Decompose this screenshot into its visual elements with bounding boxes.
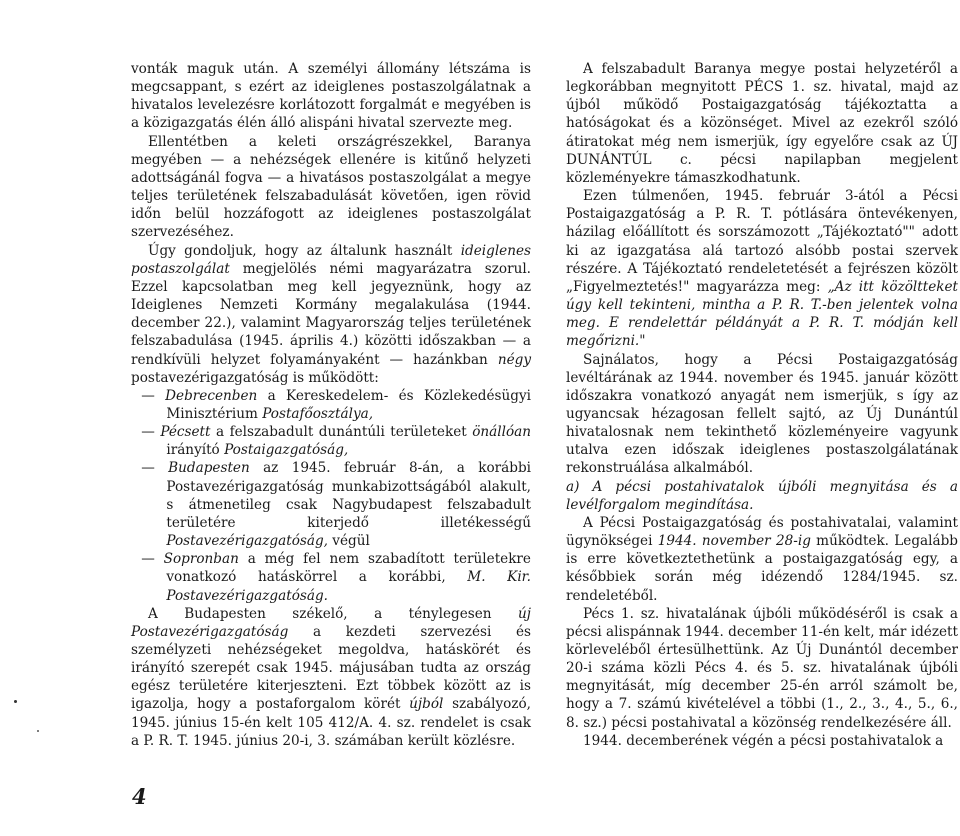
list-item: — Sopronban a még fel nem szabadított területekre vonatkozó hatáskörrel a korábbi, M. Kir. Postavezérigazgatóság. bbox=[141, 551, 532, 604]
scan-speck bbox=[37, 730, 39, 732]
list-item: — Budapesten az 1945. február 8-án, a korábbi Postavezérigazgatóság munkabizottságából alakult, s átmenetileg csak Nagybudapest felszabadult területére kiterjedő illetékességű Postavezérigazgatóság, végül bbox=[141, 460, 532, 550]
paragraph: Sajnálatos, hogy a Pécsi Postaigazgatóság levéltárának az 1944. november és 1945. január között időszakra vonatkozó anyagát nem ismerjük, s így az ugyancsak hézagosan fellelt sajtó, az Új Dunántúl hivatalosnak nem tekinthető közleményeire vagyunk utalva ezen időszak ideiglenes postaszolgálatának rekonstruálása alkalmából. bbox=[566, 351, 958, 477]
paragraph: A Pécsi Postaigazgatóság és postahivatalai, valamint ügynökségei 1944. november 28-ig működtek. Legalább is erre következtethetünk a postaigazgatóság egy, a későbbiek során még idézendő 1284/1945. sz. rendeletéből. bbox=[566, 514, 959, 604]
paragraph: Ellentétben a keleti országrészekkel, Baranya megyében — a nehézségek ellenére is kitűnő helyzeti adottságánál fogva — a hivatásos postaszolgálat a megye teljes területének felszabadulását követően, igen rövid időn belül hozzáfogott az ideiglenes postaszolgálat szervezéséhez. bbox=[131, 133, 531, 241]
left-column bbox=[131, 60, 531, 750]
paragraph: 1944. decemberének végén a pécsi postahivatalok a bbox=[583, 732, 944, 749]
paragraph: Pécs 1. sz. hivatalának újbóli működéséről is csak a pécsi alispánnak 1944. december 11-én kelt, már idézett körleveléből értesülhettünk. Az Új Dunántól december 20-i száma közli Pécs 4. és 5. sz. hivatalának újbóli megnyitását, míg december 25-én arról számolt be, hogy a 7. számú kivételével a többi (1., 2., 3., 4., 5., 6., 8. sz.) pécsi postahivatal a közönség rendelkezésére áll. bbox=[566, 605, 958, 731]
paragraph: vonták maguk után. A személyi állomány létszáma is megcsappant, s ezért az ideiglenes postaszolgálatnak a hivatalos levelezésre korlátozott forgalmát e megyében is a közigazgatás élén álló alispáni hivatal szervezte meg. bbox=[131, 61, 531, 132]
right-column bbox=[566, 60, 958, 750]
list-item: — Pécsett a felszabadult dunántúli területeket önállóan irányító Postaigazgatóság, bbox=[141, 424, 532, 459]
paragraph: Úgy gondoljuk, hogy az általunk használt ideiglenes postaszolgálat megjelölés némi magyarázatra szorul. Ezzel kapcsolatban meg kell jegyeznünk, hogy az Ideiglenes Nemzeti Kormány megalakulása (1944. december 22.), valamint Magyarország teljes területének felszabadulása (1945. április 4.) közötti időszakban — a rendkívüli helyzet folyamányaként — hazánkban négy postavezérigazgatóság is működött: bbox=[131, 242, 531, 386]
scan-speck bbox=[14, 700, 17, 703]
paragraph: A felszabadult Baranya megye postai helyzetéről a legkorábban megnyitott PÉCS 1. sz. hivatal, majd az újból működő Postaigazgatóság tájékoztatta a hatóságokat és a közönséget. Mivel az ezekről szóló átiratokat még nem ismerjük, így egyelőre csak az ÚJ DUNÁNTÚL c. pécsi napilapban megjelent közleményekre támaszkodhatunk. bbox=[566, 61, 958, 186]
section-heading: a) A pécsi postahivatalok újbóli megnyitása és a levélforgalom megindítása. bbox=[566, 478, 958, 513]
page-number: 4 bbox=[132, 784, 147, 809]
list-item: — Debrecenben a Kereskedelem- és Közlekedésügyi Minisztérium Postafőosztálya, bbox=[141, 387, 531, 422]
paragraph: A Budapesten székelő, a ténylegesen új Postavezérigazgatóság a kezdeti szervezési és személyzeti nehézségeket megoldva, hatáskörét és irányító szerepét csak 1945. májusában tudta az ország egész területére kiterjeszteni. Ezt többek között az is igazolja, hogy a postaforgalom körét újból szabályozó, 1945. június 15-én kelt 105 412/A. 4. sz. rendelet is csak a P. R. T. 1945. június 20-i, 3. számában került közlésre. bbox=[131, 605, 531, 749]
paragraph: Ezen túlmenően, 1945. február 3-ától a Pécsi Postaigazgatóság a P. R. T. pótlására öntevékenyen, házilag előállított és sorszámozott „Tájékoztató"" adott ki az igazgatása alá tartozó alsóbb postai szervek részére. A Tájékoztató rendeletetését a fejrészen közölt „Figyelmeztetés!" magyarázza meg: „Az itt közöltteket úgy kell tekinteni, mintha a P. R. T.-ben jelentek volna meg. E rendelettár példányát a P. R. T. módján kell megőrizni." bbox=[566, 188, 958, 350]
